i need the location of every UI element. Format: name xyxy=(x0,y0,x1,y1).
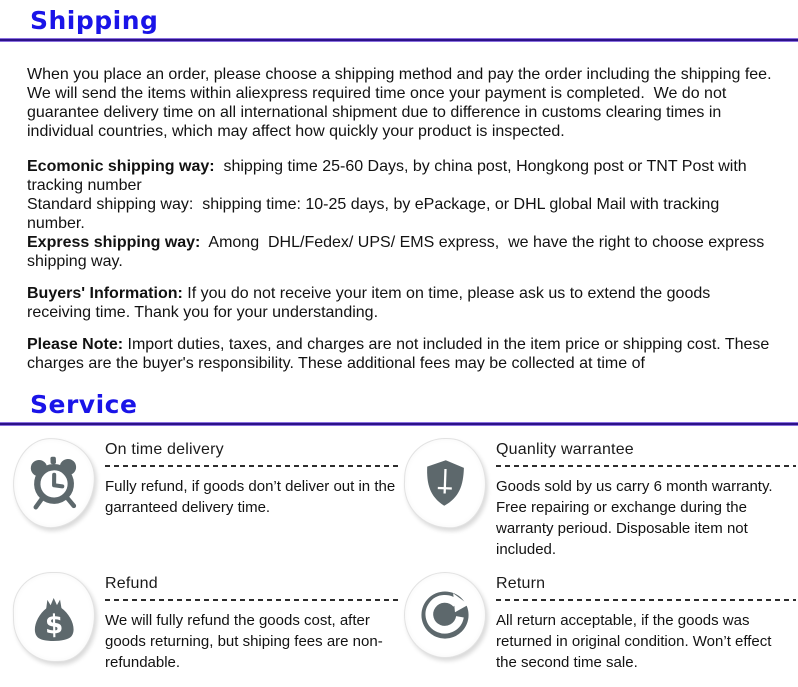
shield-warranty-icon xyxy=(402,437,487,530)
service-section-heading: Service xyxy=(30,390,138,419)
buyers-information-paragraph xyxy=(27,284,778,322)
service-content xyxy=(105,572,399,673)
service-item-title: Return xyxy=(496,575,546,592)
please-note-text: Import duties, taxes, and charges are not included in the item price or shipping cost. These charges are the buyer's responsibility. These additional fees may be collected at time of xyxy=(27,336,774,372)
please-note-paragraph xyxy=(27,335,778,373)
dashed-separator xyxy=(496,599,796,601)
section-divider xyxy=(0,422,798,426)
service-item-refund xyxy=(0,572,399,673)
shipping-method-express xyxy=(27,233,778,271)
service-content xyxy=(496,572,796,673)
shipping-method-express-text: Among DHL/Fedex/ UPS/ EMS express, we have the right to choose express shipping way. xyxy=(27,234,769,270)
service-item-return xyxy=(399,572,798,673)
money-bag-icon xyxy=(12,571,96,662)
shipping-method-economic-label: Ecomonic shipping way: xyxy=(27,158,215,175)
shipping-method-standard xyxy=(27,195,778,233)
shipping-section-body xyxy=(27,65,781,373)
shipping-method-standard-label: Standard shipping way: xyxy=(27,196,194,213)
section-divider xyxy=(0,38,798,42)
service-item-text: Fully refund, if goods don’t deliver out in the garranteed delivery time. xyxy=(105,478,400,516)
buyers-information-label: Buyers' Information: xyxy=(27,285,183,302)
return-arrow-icon xyxy=(404,572,486,658)
shipping-section-heading: Shipping xyxy=(30,6,159,35)
service-item-title: Quanlity warrantee xyxy=(496,441,634,458)
service-item-title: Refund xyxy=(105,575,158,592)
shipping-method-standard-text: shipping time: 10-25 days, by ePackage, or DHL global Mail with tracking number. xyxy=(27,196,724,232)
service-grid xyxy=(0,438,798,673)
shipping-intro-paragraph: When you place an order, please choose a shipping method and pay the order including the shipping fee. We will send the items within aliexpress required time once your payment is completed. We do not guarantee delivery time on all international shipment due to difference in customs clearing times in individual countries, which may affect how quickly your product is inspected. xyxy=(27,66,781,140)
service-item-text: All return acceptable, if the goods was returned in original condition. Won’t effect the second time sale. xyxy=(496,612,776,671)
buyers-information-text: If you do not receive your item on time, please ask us to extend the goods receiving time. Thank you for your understanding. xyxy=(27,285,715,321)
shipping-method-economic-text: shipping time 25-60 Days, by china post, Hongkong post or TNT Post with tracking number xyxy=(27,158,752,194)
shipping-method-economic xyxy=(27,157,778,195)
service-content xyxy=(105,438,399,518)
service-item-quality-warrantee xyxy=(399,438,798,560)
service-content xyxy=(496,438,796,560)
service-item-on-time-delivery xyxy=(0,438,399,560)
dashed-separator xyxy=(105,465,399,467)
dashed-separator xyxy=(496,465,796,467)
service-item-title: On time delivery xyxy=(105,441,224,458)
alarm-clock-icon xyxy=(11,437,96,530)
please-note-label: Please Note: xyxy=(27,336,124,353)
svg-text:$: $ xyxy=(44,610,64,641)
shipping-method-express-label: Express shipping way: xyxy=(27,234,201,251)
shipping-methods-paragraph xyxy=(27,157,778,271)
service-item-text: We will fully refund the goods cost, after goods returning, but shiping fees are non-refundable. xyxy=(105,612,383,671)
dashed-separator xyxy=(105,599,399,601)
service-item-text: Goods sold by us carry 6 month warranty. Free repairing or exchange during the warranty perioud. Disposable item not included. xyxy=(496,478,777,558)
